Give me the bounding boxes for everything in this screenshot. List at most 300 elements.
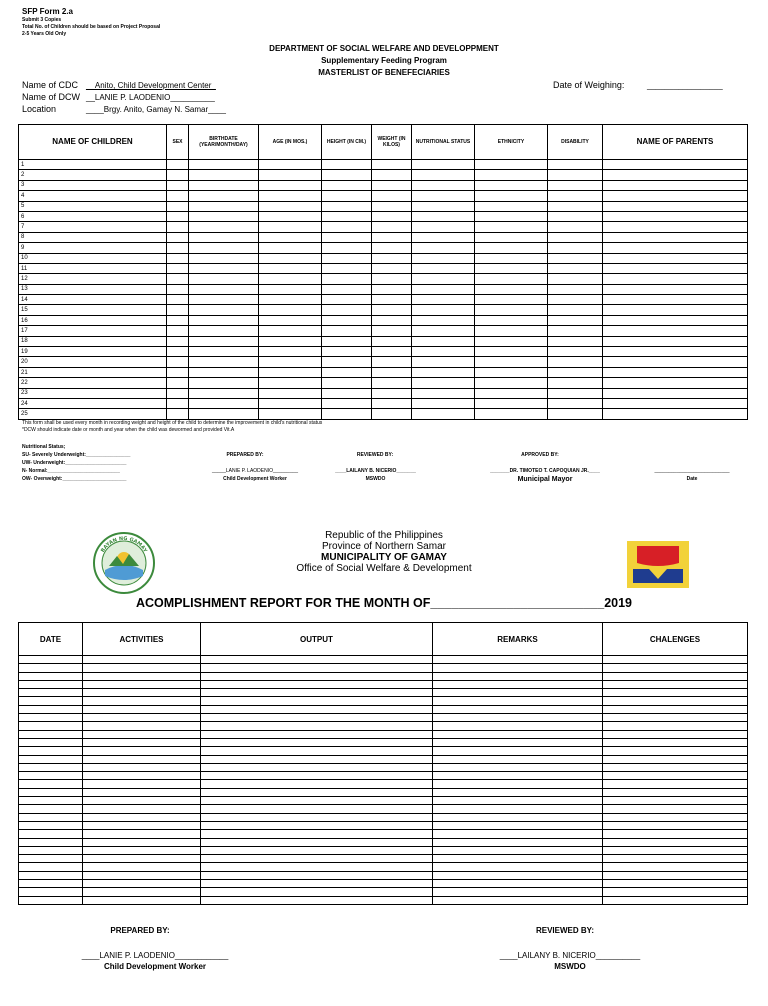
table-cell <box>259 295 322 305</box>
table-cell <box>201 838 433 846</box>
table-cell <box>201 846 433 854</box>
table-cell <box>322 222 372 232</box>
table-cell <box>167 284 189 294</box>
table-cell <box>201 730 433 738</box>
table-cell <box>475 378 548 388</box>
table-cell <box>475 357 548 367</box>
table-row <box>19 880 748 888</box>
table-cell <box>603 253 748 263</box>
table-cell <box>603 838 748 846</box>
table-cell <box>322 160 372 170</box>
row-number: 11 <box>19 263 167 273</box>
table-cell <box>603 863 748 871</box>
table-cell <box>548 232 603 242</box>
table-cell <box>259 160 322 170</box>
table-cell <box>433 755 603 763</box>
table-cell <box>259 232 322 242</box>
table-cell <box>189 305 259 315</box>
table-cell <box>603 871 748 879</box>
table-cell <box>475 263 548 273</box>
table-cell <box>433 846 603 854</box>
table-cell <box>83 813 201 821</box>
reviewed-by-label: REVIEWED BY: <box>535 926 595 935</box>
table-cell <box>548 378 603 388</box>
reviewed-by-name: ____LAILANY B. NICERIO_______ <box>335 468 416 474</box>
table-cell <box>412 160 475 170</box>
table-cell <box>433 813 603 821</box>
table-cell <box>475 160 548 170</box>
table-cell <box>189 315 259 325</box>
table-cell <box>189 232 259 242</box>
table-row <box>19 697 748 705</box>
table-cell <box>372 274 412 284</box>
table-row <box>19 232 748 242</box>
form-instruction: *DCW should indicate date or month and year when the child was dewormed and provided Vit.A <box>22 427 235 433</box>
masterlist-header-row <box>19 125 748 160</box>
table-cell <box>167 347 189 357</box>
table-cell <box>603 755 748 763</box>
table-cell <box>19 680 83 688</box>
table-cell <box>548 336 603 346</box>
table-cell <box>322 170 372 180</box>
table-cell <box>167 326 189 336</box>
table-row <box>19 388 748 398</box>
table-cell <box>189 388 259 398</box>
table-cell <box>475 388 548 398</box>
form-note: Submit 3 Copies <box>22 17 62 23</box>
table-cell <box>259 378 322 388</box>
table-cell <box>433 664 603 672</box>
table-cell <box>548 180 603 190</box>
table-row <box>19 191 748 201</box>
table-row <box>19 747 748 755</box>
table-cell <box>412 409 475 419</box>
nutritional-status-title: Nutritional Status; <box>22 444 66 450</box>
form-instruction: This form shall be used every month in recording weight and height of the child to determine the improvement in child's nutritional status <box>22 420 323 426</box>
row-number: 21 <box>19 367 167 377</box>
table-cell <box>475 191 548 201</box>
table-row <box>19 398 748 408</box>
table-cell <box>201 797 433 805</box>
table-cell <box>19 772 83 780</box>
table-cell <box>412 222 475 232</box>
table-row <box>19 367 748 377</box>
table-cell <box>433 830 603 838</box>
table-cell <box>603 398 748 408</box>
table-row <box>19 409 748 419</box>
table-cell <box>372 170 412 180</box>
table-cell <box>372 243 412 253</box>
table-cell <box>412 347 475 357</box>
table-row <box>19 772 748 780</box>
cdc-label: Name of CDC <box>22 80 79 90</box>
table-cell <box>412 201 475 211</box>
table-cell <box>201 830 433 838</box>
table-cell <box>83 656 201 664</box>
table-row <box>19 315 748 325</box>
table-cell <box>372 336 412 346</box>
table-row <box>19 714 748 722</box>
table-cell <box>603 263 748 273</box>
table-cell <box>259 388 322 398</box>
col-birthdate: BIRTHDATE (YEAR/MONTH/DAY) <box>189 125 259 160</box>
table-cell <box>201 656 433 664</box>
date-label: Date <box>686 476 698 482</box>
department-title: DEPARTMENT OF SOCIAL WELFARE AND DEVELOPPMENT <box>269 44 499 53</box>
letterhead-province: Province of Northern Samar <box>322 541 446 552</box>
accomplishment-header-row <box>19 623 748 656</box>
municipal-seal-icon <box>93 532 155 594</box>
table-cell <box>475 336 548 346</box>
row-number: 4 <box>19 191 167 201</box>
table-cell <box>412 315 475 325</box>
table-cell <box>189 253 259 263</box>
table-cell <box>475 201 548 211</box>
nutri-su: SU- Severely Underweight:________________ <box>22 452 131 458</box>
table-cell <box>433 747 603 755</box>
table-cell <box>167 211 189 221</box>
table-row <box>19 284 748 294</box>
table-cell <box>603 201 748 211</box>
row-number: 18 <box>19 336 167 346</box>
table-cell <box>412 398 475 408</box>
table-cell <box>548 315 603 325</box>
table-cell <box>603 747 748 755</box>
table-cell <box>83 863 201 871</box>
table-cell <box>603 772 748 780</box>
row-number: 14 <box>19 295 167 305</box>
table-cell <box>433 780 603 788</box>
table-cell <box>19 888 83 896</box>
row-number: 25 <box>19 409 167 419</box>
table-cell <box>603 730 748 738</box>
table-cell <box>189 243 259 253</box>
table-cell <box>372 409 412 419</box>
table-cell <box>322 284 372 294</box>
table-cell <box>548 326 603 336</box>
table-cell <box>189 222 259 232</box>
table-cell <box>19 664 83 672</box>
table-cell <box>189 398 259 408</box>
table-cell <box>19 805 83 813</box>
table-cell <box>189 367 259 377</box>
table-cell <box>603 160 748 170</box>
table-cell <box>19 797 83 805</box>
col-weight: WEIGHT (IN KILOS) <box>372 125 412 160</box>
table-cell <box>83 738 201 746</box>
table-cell <box>603 305 748 315</box>
col-activities: ACTIVITIES <box>83 623 201 656</box>
table-cell <box>412 274 475 284</box>
table-cell <box>433 697 603 705</box>
table-row <box>19 305 748 315</box>
table-cell <box>201 805 433 813</box>
table-cell <box>603 780 748 788</box>
table-cell <box>412 170 475 180</box>
table-row <box>19 222 748 232</box>
dswd-logo-icon <box>627 541 689 588</box>
form-number: SFP Form 2.a <box>22 7 73 16</box>
table-row <box>19 788 748 796</box>
table-row <box>19 378 748 388</box>
table-cell <box>548 305 603 315</box>
table-row <box>19 180 748 190</box>
table-cell <box>548 409 603 419</box>
table-row <box>19 170 748 180</box>
table-cell <box>603 211 748 221</box>
table-cell <box>603 284 748 294</box>
table-cell <box>83 730 201 738</box>
reviewed-by-position: MSWDO <box>554 962 586 971</box>
table-cell <box>433 797 603 805</box>
table-row <box>19 263 748 273</box>
table-cell <box>603 714 748 722</box>
col-disability: DISABILITY <box>548 125 603 160</box>
table-cell <box>19 855 83 863</box>
approved-by-position: Municipal Mayor <box>517 476 573 483</box>
cdc-value: __Anito, Child Development Center_ <box>86 81 216 90</box>
table-row <box>19 846 748 854</box>
table-cell <box>259 357 322 367</box>
program-title: Supplementary Feeding Program <box>321 56 447 65</box>
table-cell <box>189 326 259 336</box>
table-row <box>19 797 748 805</box>
table-cell <box>201 772 433 780</box>
masterlist-title: MASTERLIST OF BENEFECIARIES <box>318 68 450 77</box>
table-cell <box>548 274 603 284</box>
table-cell <box>167 170 189 180</box>
table-cell <box>603 357 748 367</box>
table-cell <box>433 689 603 697</box>
prepared-by-label: PREPARED BY: <box>226 452 264 458</box>
table-cell <box>167 160 189 170</box>
table-cell <box>83 680 201 688</box>
table-row <box>19 347 748 357</box>
table-cell <box>548 253 603 263</box>
table-cell <box>412 263 475 273</box>
location-label: Location <box>22 104 57 114</box>
table-cell <box>433 838 603 846</box>
table-cell <box>322 357 372 367</box>
nutri-n: N- Normal:__________________________ <box>22 468 120 474</box>
table-cell <box>322 191 372 201</box>
table-cell <box>475 367 548 377</box>
table-cell <box>259 170 322 180</box>
table-cell <box>548 263 603 273</box>
form-note: Total No. of Children should be based on Project Proposal <box>22 24 161 30</box>
table-cell <box>433 772 603 780</box>
table-cell <box>19 656 83 664</box>
table-cell <box>412 357 475 367</box>
table-cell <box>433 763 603 771</box>
table-cell <box>372 232 412 242</box>
row-number: 23 <box>19 388 167 398</box>
table-cell <box>189 378 259 388</box>
table-cell <box>372 295 412 305</box>
col-output: OUTPUT <box>201 623 433 656</box>
table-cell <box>475 222 548 232</box>
table-cell <box>603 855 748 863</box>
table-cell <box>433 705 603 713</box>
table-cell <box>475 243 548 253</box>
table-cell <box>189 211 259 221</box>
table-cell <box>83 705 201 713</box>
table-cell <box>322 398 372 408</box>
table-cell <box>19 697 83 705</box>
row-number: 15 <box>19 305 167 315</box>
table-cell <box>83 855 201 863</box>
table-row <box>19 326 748 336</box>
table-cell <box>475 211 548 221</box>
table-row <box>19 855 748 863</box>
table-cell <box>322 326 372 336</box>
table-row <box>19 780 748 788</box>
table-cell <box>603 326 748 336</box>
table-cell <box>412 305 475 315</box>
table-cell <box>603 191 748 201</box>
table-cell <box>259 201 322 211</box>
table-cell <box>433 871 603 879</box>
table-cell <box>201 896 433 904</box>
dcw-value: __LANIE P. LAODENIO__________ <box>86 93 215 102</box>
table-cell <box>603 821 748 829</box>
table-cell <box>475 305 548 315</box>
table-cell <box>322 263 372 273</box>
table-cell <box>189 347 259 357</box>
table-cell <box>603 697 748 705</box>
table-cell <box>475 274 548 284</box>
table-cell <box>603 846 748 854</box>
table-cell <box>372 347 412 357</box>
report-title: ACOMPLISHMENT REPORT FOR THE MONTH OF_________________________2019 <box>135 596 633 610</box>
form-note: 2-5 Years Old Only <box>22 31 67 37</box>
table-cell <box>603 813 748 821</box>
table-cell <box>167 274 189 284</box>
table-row <box>19 357 748 367</box>
prepared-by-name: _____LANIE P. LAODENIO_________ <box>211 468 299 474</box>
table-cell <box>603 656 748 664</box>
table-cell <box>548 367 603 377</box>
table-cell <box>322 201 372 211</box>
table-cell <box>19 788 83 796</box>
table-cell <box>83 664 201 672</box>
table-cell <box>548 243 603 253</box>
table-cell <box>167 388 189 398</box>
table-cell <box>412 284 475 294</box>
table-cell <box>603 388 748 398</box>
table-cell <box>412 253 475 263</box>
row-number: 5 <box>19 201 167 211</box>
table-cell <box>322 409 372 419</box>
table-cell <box>167 336 189 346</box>
table-cell <box>201 813 433 821</box>
table-row <box>19 805 748 813</box>
table-cell <box>475 170 548 180</box>
table-cell <box>83 772 201 780</box>
table-cell <box>475 295 548 305</box>
table-cell <box>433 788 603 796</box>
table-cell <box>603 888 748 896</box>
table-cell <box>189 170 259 180</box>
col-height: HEIGHT (IN CM.) <box>322 125 372 160</box>
table-cell <box>189 263 259 273</box>
table-cell <box>19 722 83 730</box>
table-cell <box>259 222 322 232</box>
table-cell <box>19 689 83 697</box>
col-date: DATE <box>19 623 83 656</box>
table-cell <box>167 409 189 419</box>
table-cell <box>433 880 603 888</box>
table-cell <box>603 170 748 180</box>
table-cell <box>201 697 433 705</box>
table-cell <box>548 170 603 180</box>
table-cell <box>412 211 475 221</box>
row-number: 2 <box>19 170 167 180</box>
table-cell <box>83 797 201 805</box>
table-cell <box>548 160 603 170</box>
table-cell <box>603 672 748 680</box>
table-cell <box>189 191 259 201</box>
table-cell <box>372 253 412 263</box>
table-cell <box>201 705 433 713</box>
table-row <box>19 763 748 771</box>
table-cell <box>372 180 412 190</box>
table-cell <box>603 295 748 305</box>
table-cell <box>167 232 189 242</box>
table-cell <box>322 305 372 315</box>
table-cell <box>372 357 412 367</box>
table-cell <box>603 664 748 672</box>
table-cell <box>83 805 201 813</box>
table-cell <box>189 357 259 367</box>
table-cell <box>19 871 83 879</box>
table-cell <box>83 888 201 896</box>
svg-text:BAYAN NG GAMAY: BAYAN NG GAMAY <box>100 535 148 554</box>
table-cell <box>201 680 433 688</box>
nutri-ow: OW- Overweight:_______________________ <box>22 476 127 482</box>
table-cell <box>603 788 748 796</box>
nutri-uw: UW- Underweight:______________________ <box>22 460 127 466</box>
table-cell <box>372 378 412 388</box>
table-cell <box>189 284 259 294</box>
table-cell <box>322 243 372 253</box>
table-cell <box>372 201 412 211</box>
table-cell <box>603 705 748 713</box>
table-cell <box>433 672 603 680</box>
table-cell <box>19 780 83 788</box>
table-cell <box>603 232 748 242</box>
table-cell <box>83 697 201 705</box>
table-row <box>19 705 748 713</box>
table-cell <box>603 805 748 813</box>
table-cell <box>259 305 322 315</box>
table-cell <box>433 680 603 688</box>
table-cell <box>372 284 412 294</box>
col-sex: SEX <box>167 125 189 160</box>
table-cell <box>548 284 603 294</box>
weighing-label: Date of Weighing: <box>553 80 625 90</box>
table-cell <box>19 830 83 838</box>
table-cell <box>412 378 475 388</box>
table-cell <box>83 830 201 838</box>
table-cell <box>412 336 475 346</box>
table-cell <box>19 730 83 738</box>
table-cell <box>412 295 475 305</box>
letterhead-republic: Republic of the Philippines <box>325 530 443 541</box>
table-cell <box>603 367 748 377</box>
table-cell <box>603 722 748 730</box>
table-cell <box>548 211 603 221</box>
